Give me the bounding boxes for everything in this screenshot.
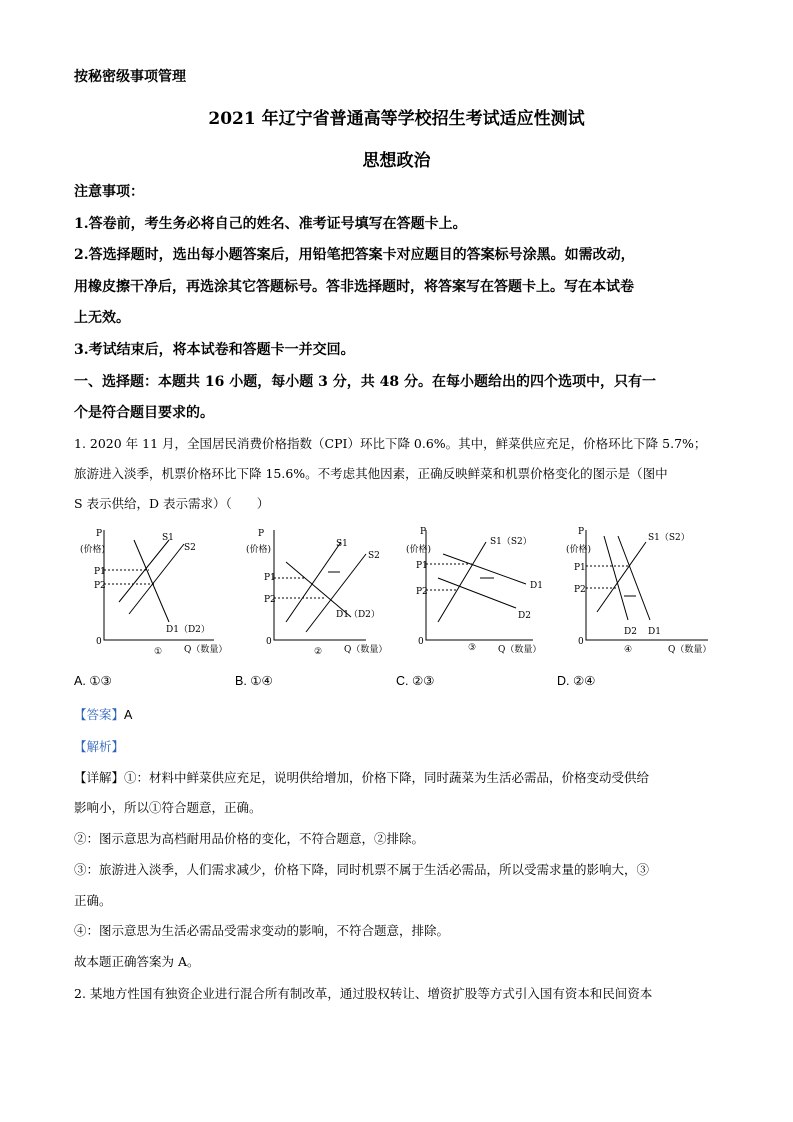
graph-3-curve-s [438,542,486,622]
graph-3-curve-d2 [438,578,516,608]
graph-4-num: ④ [624,645,633,655]
graph-3-p2: P2 [416,587,428,597]
q1-option-c: C. ②③ [396,674,435,688]
section-heading: 一、选择题：本题共 16 小题，每小题 3 分，共 48 分。在每小题给出的四个选项中，只有一 [74,374,656,390]
graph-4-p1: P1 [574,563,586,573]
graph-2-s2-label: S2 [368,551,380,561]
graph-2-p1: P1 [264,573,276,583]
q1-detail-1: 【详解】①：材料中鲜菜供应充足，说明供给增加，价格下降，同时蔬菜为生活必需品，价格变动受供给 [74,770,650,785]
q1-detail-4: ④：图示意思为生活必需品受需求变动的影响，不符合题意，排除。 [74,923,450,938]
graph-4-origin: 0 [578,637,584,647]
analysis-tag: 【解析】 [74,739,125,754]
exam-title: 2021 年辽宁省普通高等学校招生考试适应性测试 [208,109,585,129]
notice-item-2-cont: 用橡皮擦干净后，再选涂其它答题标号。答非选择题时，将答案写在答题卡上。写在本试卷 [74,279,634,295]
q1-option-a: A. ①③ [74,674,112,688]
graph-1-p2: P2 [94,581,106,591]
graph-3-p-label: P [420,527,427,537]
graph-3 [398,522,558,662]
graph-3-q-label: Q（数量） [498,645,542,655]
graph-3-curve-d1 [443,554,526,584]
graph-4-p-label: P [578,527,585,537]
graph-4-curve-d2 [604,536,628,620]
graph-2-s1-label: S1 [336,539,348,549]
graph-4-curve-s [597,542,646,612]
graph-2-q-label: Q（数量） [344,645,388,655]
graph-4 [562,522,712,662]
graph-1-d-label: D1（D2） [166,625,210,635]
graph-4-d1-label: D1 [648,627,661,637]
graph-4-q-label: Q（数量） [668,645,712,655]
q2-stem: 2. 某地方性国有独资企业进行混合所有制改革，通过股权转让、增资扩股等方式引入国有资本和民间资本 [74,986,653,1001]
notice-item-2-end: 上无效。 [74,310,130,326]
q1-detail-1-cont: 影响小，所以①符合题意，正确。 [74,800,262,815]
graph-3-origin: 0 [418,637,424,647]
answer-value: A [124,708,133,722]
q1-detail-2: ②：图示意思为高档耐用品价格的变化，不符合题意，②排除。 [74,831,425,846]
graph-4-s-label: S1（S2） [648,533,690,543]
graph-2-d-label: D1（D2） [336,610,380,620]
graph-1-s1-label: S1 [162,533,174,543]
graph-2-p2: P2 [264,595,276,605]
graph-4-curve-d1 [618,536,650,620]
graph-1-p1: P1 [94,567,106,577]
graph-3-price-label: (价格) [406,545,432,555]
notice-item-2: 2.答选择题时，选出每小题答案后，用铅笔把答案卡对应题目的答案标号涂黑。如需改动， [74,247,635,263]
graph-4-d2-label: D2 [624,627,637,637]
graph-1-s2-label: S2 [184,543,196,553]
graph-2-price-label: (价格) [246,545,272,555]
q1-stem-end: S 表示供给，D 表示需求）（ ） [74,496,270,511]
graph-2-p-label: P [258,529,265,539]
graph-4-price-label: (价格) [566,545,592,555]
answer-tag: 【答案】 [74,707,125,722]
q1-option-b: B. ①④ [235,674,273,688]
graph-3-num: ③ [468,643,477,653]
q1-detail-3-cont: 正确。 [74,893,112,908]
graph-2-curve-d [286,562,351,617]
graph-3-s-label: S1（S2） [490,537,532,547]
graph-2-origin: 0 [266,637,272,647]
classification-label: 按秘密级事项管理 [74,69,186,85]
graph-1-curve-d [134,540,169,622]
graph-3-p1: P1 [416,561,428,571]
graph-2-curve-s2 [306,554,366,632]
graph-1-curve-s1 [119,540,169,602]
graph-1-q-label: Q（数量） [184,645,228,655]
graph-4-p2: P2 [574,585,586,595]
q1-detail-3: ③：旅游进入淡季，人们需求减少，价格下降，同时机票不属于生活必需品，所以受需求量的影响大，③ [74,862,650,877]
graph-1 [74,522,228,662]
graph-2-num: ② [314,647,323,657]
graph-3-d1-label: D1 [530,581,543,591]
q1-stem-cont: 旅游进入淡季，机票价格环比下降 15.6%。不考虑其他因素，正确反映鲜菜和机票价格变化的图示是（图中 [74,466,668,481]
section-heading-cont: 个是符合题目要求的。 [74,405,214,421]
q1-conclusion: 故本题正确答案为 A。 [74,954,200,969]
graph-1-p-label: P [96,529,103,539]
graph-1-price-label: (价格) [80,545,106,555]
q1-answer-row [74,705,132,723]
q1-stem: 1. 2020 年 11 月，全国居民消费价格指数（CPI）环比下降 0.6%。其中，鲜菜供应充足，价格环比下降 5.7%； [74,436,707,451]
graph-2 [236,522,386,662]
graph-3-d2-label: D2 [518,611,531,621]
subject-title: 思想政治 [362,151,431,171]
graph-2-curve-s1 [286,542,341,622]
graph-1-origin: 0 [96,637,102,647]
notice-heading: 注意事项： [74,184,144,200]
q1-option-d: D. ②④ [557,674,596,688]
notice-item-3: 3.考试结束后，将本试卷和答题卡一并交回。 [74,342,355,358]
graph-1-num: ① [154,647,163,657]
notice-item-1: 1.答卷前，考生务必将自己的姓名、准考证号填写在答题卡上。 [74,216,467,232]
